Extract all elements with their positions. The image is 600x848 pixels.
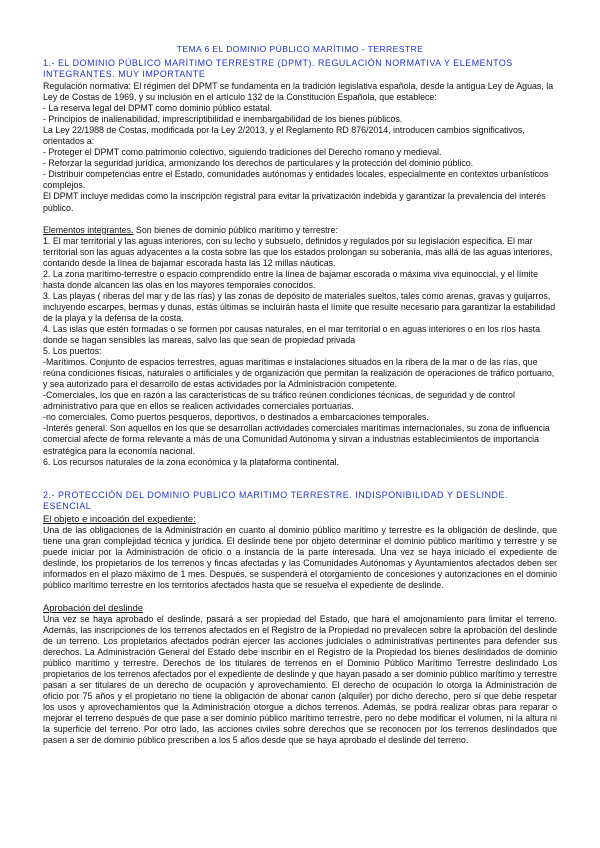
element-item: 4. Las islas que estén formadas o se formen por causas naturales, en el mar territorial o en aguas interiores o en los ríos hasta donde se hagan sensibles las mareas, salvo las que sean de propiedad privada xyxy=(43,323,540,346)
port-type-item: -Interés general. Son aquellos en los que se desarrollan actividades comerciales marítimas internacionales, su zona de influencia comercial afecte de forma relevante a más de una Comunidad Autónoma y sirvan a industrias establecimientos de importancia estratégica para la economía nacional. xyxy=(43,423,550,456)
subsection-title: Aprobación del deslinde xyxy=(43,601,144,613)
spacer xyxy=(43,591,557,602)
element-item: 3. Las playas ( riberas del mar y de las rías) y las zonas de depósito de materiales sueltos, tales como arenas, gravas y guijarros, incluyendo escarpes, bermas y dunas, estás últimas se incluirán hasta el límite que resulte necesario para garantizar la estabilidad de la playa y la defensa de la costa. xyxy=(43,290,556,323)
law-bullet: - Reforzar la seguridad jurídica, armonizando los derechos de particulares y la protección del dominio público. xyxy=(43,158,474,169)
law-bullet: - Proteger el DPMT como patrimonio colectivo, siguiendo tradiciones del Derecho romano y medieval. xyxy=(43,147,442,158)
port-type-item: -Comerciales, los que en razón a las características de su tráfico reúnen condiciones técnicas, de seguridad y de control administrativo para que en ellos se realicen actividades comerciales portuarias. xyxy=(43,390,515,412)
subsection-text: Una vez se haya aprobado el deslinde, pasará a ser propiedad del Estado, que hará el amojonamiento para limitar el terreno. Además, las inscripciones de los terrenos afectados en el Registro de la Propiedad no prevalecen sobre la aprobación del deslinde de un terreno. Los propietarios afectados podrán ejercer las acciones judiciales o administrativas pertinentes para defender sus derechos. La Administración General del Estado debe inscribir en el Registro de la Propiedad los bienes deslindados de dominio público marítimo y terrestre. Derechos de los titulares de terrenos en el Dominio Público Marítimo Terrestre deslindado Los propietarios de los terrenos afectados por el expediente de deslinde y que hayan pasado a ser dominio público marítimo y terrestre pasan a ser titulares de un derecho de ocupación y aprovechamiento. El derecho de ocupación lo otorga la Administración de oficio por 75 años y el propietario no tiene la obligación de abonar canon (alquiler) por dicho derecho, pero sí que debe respetar los usos y aprovechamientos que la Administración otorgue a dichos terrenos. Además, se podrá realizar obras para reparar o mejorar el terreno después de que pase a ser dominio público marítimo terrestre, pero no debe modificar el volumen, ni la altura ni la superficie del terreno. Por otro lado, las acciones civiles sobre derechos que se reconocen por los terrenos deslindados que pasen a ser de dominio público prescriben a los 5 años desde que se haya aprobado el deslinde del terreno. xyxy=(43,613,557,746)
section-2-heading: 2.- PROTECCIÓN DEL DOMINIO PUBLICO MARITIMO TERRESTRE. INDISPONIBILIDAD Y DESLINDE. ESENCIAL xyxy=(43,489,508,511)
port-type-item: -no comerciales. Como puertos pesqueros, deportivos, o destinados a embarcaciones temporales. xyxy=(43,412,429,423)
registry-paragraph: El DPMT incluye medidas como la inscripción registral para evitar la privatización indebida y garantizar la prevalencia del interés público. xyxy=(43,191,546,213)
element-item: 6. Los recursos naturales de la zona económica y la plataforma continental. xyxy=(43,456,339,467)
subsection-title: El objeto e incoación del expediente: xyxy=(43,512,196,524)
law-paragraph: La Ley 22/1988 de Costas, modificada por la Ley 2/2013, y el Reglamento RD 876/2014, introducen cambios significativos, orientados a: xyxy=(43,125,525,147)
regulation-bullet: - Principios de inalienabilidad, imprescriptibilidad e inembargabilidad de los bienes públicos. xyxy=(43,114,403,125)
regulation-bullet: - La reserva legal del DPMT como dominio público estatal. xyxy=(43,103,272,114)
element-item: 5. Los puertos: xyxy=(43,346,102,357)
regulation-paragraph: Regulación normativa: El régimen del DPMT se fundamenta en la tradición legislativa española, desde la antigua Ley de Aguas, la Ley de Costas de 1969, y su inclusión en el artículo 132 de la Constitución Española, que establece: xyxy=(43,81,554,103)
element-item: 1. El mar territorial y las aguas interiores, con su lecho y subsuelo, definidos y regulados por su legislación específica. El mar territorial son las aguas adyacentes a la costa sobre las que los estados prolongan su soberanía, más allá de las aguas interiores, contando desde la línea de bajamar escorada hasta las 12 millas náuticas. xyxy=(43,235,553,268)
section-1-heading: 1.- EL DOMINIO PÚBLICO MARÍTIMO TERRESTRE (DPMT). REGULACIÓN NORMATIVA Y ELEMENTOS INTEGRANTES. MUY IMPORTANTE xyxy=(43,58,513,79)
element-item: 2. La zona marítimo-terrestre o espacio comprendido entre la línea de bajamar escorada o máxima viva equinoccial, y el límite hasta donde alcancen las olas en los mayores temporales conocidos. xyxy=(43,268,538,290)
port-type-item: -Marítimos. Conjunto de espacios terrestres, aguas marítimas e instalaciones situados en la ribera de la mar o de las rías, que reúna condiciones físicas, naturales o artificiales y de organización que permitan la realización de operaciones de tráfico portuario, y sea autorizado para el desarrollo de estas actividades por la Administración competente. xyxy=(43,357,555,390)
elements-label: Elementos integrantes. xyxy=(43,224,134,235)
subsection-text: Una de las obligaciones de la Administración en cuanto al dominio público marítimo y terrestre es la obligación de deslinde, que tiene una gran complejidad técnica y jurídica. El deslinde tiene por objeto determinar el dominio público marítimo y terrestre y se puede iniciar por la Administración de oficio o a instancia de la parte interesada. Una vez se haya iniciado el expediente de deslinde, los propietarios de los terrenos y fincas afectadas y las Comunidades Autónomas y Ayuntamientos afectados deben ser informados en el plazo máximo de 1 mes. Después, se suspenderá el otorgamiento de concesiones y autorizaciones en el dominio público marítimo terrestre en los territorios afectados hasta que se resuelva el expediente de deslinde. xyxy=(43,524,557,590)
document-title: TEMA 6 EL DOMINIO PÚBLICO MARÍTIMO - TERRESTRE xyxy=(176,44,424,54)
elements-intro: Son bienes de dominio público marítimo y terrestre: xyxy=(133,224,338,235)
law-bullet: - Distribuir competencias entre el Estado, comunidades autónomas y entidades locales, especialmente en contextos urbanísticos complejos. xyxy=(43,169,549,191)
spacer xyxy=(43,468,557,490)
spacer xyxy=(43,214,557,225)
elements-intro-line xyxy=(43,225,557,236)
